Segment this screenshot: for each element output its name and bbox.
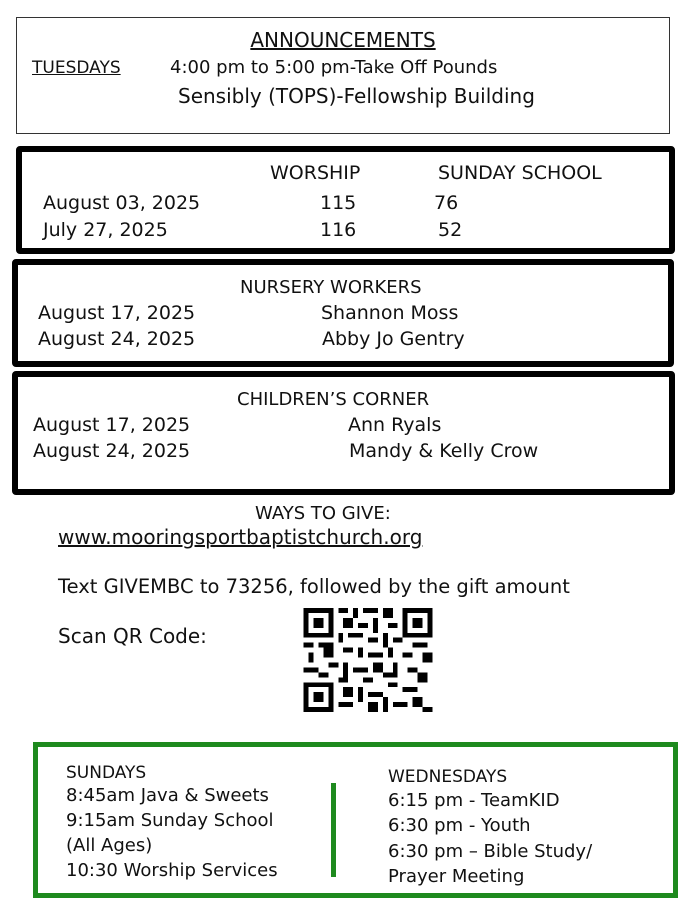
- childrens-row-name: Ann Ryals: [348, 414, 442, 436]
- childrens-row-name: Mandy & Kelly Crow: [349, 440, 539, 462]
- nursery-row-date: August 17, 2025: [38, 302, 196, 324]
- qr-code-icon: [303, 608, 433, 712]
- sundays-line: 10:30 Worship Services: [66, 860, 278, 881]
- attendance-row-date: August 03, 2025: [43, 192, 201, 214]
- sundays-line: 8:45am Java & Sweets: [66, 785, 269, 806]
- attendance-row-worship: 115: [320, 192, 357, 214]
- nursery-row-date: August 24, 2025: [38, 328, 196, 350]
- sundays-title: SUNDAYS: [66, 763, 147, 783]
- wednesdays-line: Prayer Meeting: [388, 866, 525, 887]
- worship-header: WORSHIP: [270, 162, 361, 184]
- nursery-row-name: Abby Jo Gentry: [322, 328, 465, 350]
- attendance-row-sunday-school: 76: [434, 192, 459, 214]
- wednesdays-line: 6:30 pm – Bible Study/: [388, 841, 593, 862]
- attendance-row-date: July 27, 2025: [43, 219, 168, 241]
- announcements-title: ANNOUNCEMENTS: [250, 28, 436, 52]
- ways-to-give-title: WAYS TO GIVE:: [255, 503, 391, 524]
- attendance-row-sunday-school: 52: [438, 219, 463, 241]
- sunday-school-header: SUNDAY SCHOOL: [438, 162, 602, 184]
- childrens-row-date: August 24, 2025: [33, 440, 191, 462]
- qr-label: Scan QR Code:: [58, 624, 207, 648]
- announcements-day: TUESDAYS: [32, 58, 121, 78]
- wednesdays-line: 6:15 pm - TeamKID: [388, 790, 560, 811]
- text-give-line: Text GIVEMBC to 73256, followed by the gift amount: [58, 575, 570, 598]
- wednesdays-line: 6:30 pm - Youth: [388, 815, 531, 836]
- nursery-row-name: Shannon Moss: [321, 302, 459, 324]
- announcements-line1: 4:00 pm to 5:00 pm-Take Off Pounds: [170, 57, 498, 78]
- attendance-row-worship: 116: [320, 219, 357, 241]
- wednesdays-title: WEDNESDAYS: [388, 767, 508, 787]
- website-link[interactable]: www.mooringsportbaptistchurch.org: [58, 525, 423, 549]
- nursery-title: NURSERY WORKERS: [240, 277, 422, 298]
- announcements-line2: Sensibly (TOPS)-Fellowship Building: [178, 84, 535, 108]
- schedule-divider: [331, 783, 336, 877]
- sundays-line: 9:15am Sunday School: [66, 810, 274, 831]
- sundays-line: (All Ages): [66, 835, 153, 856]
- childrens-row-date: August 17, 2025: [33, 414, 191, 436]
- childrens-corner-title: CHILDREN’S CORNER: [237, 389, 430, 410]
